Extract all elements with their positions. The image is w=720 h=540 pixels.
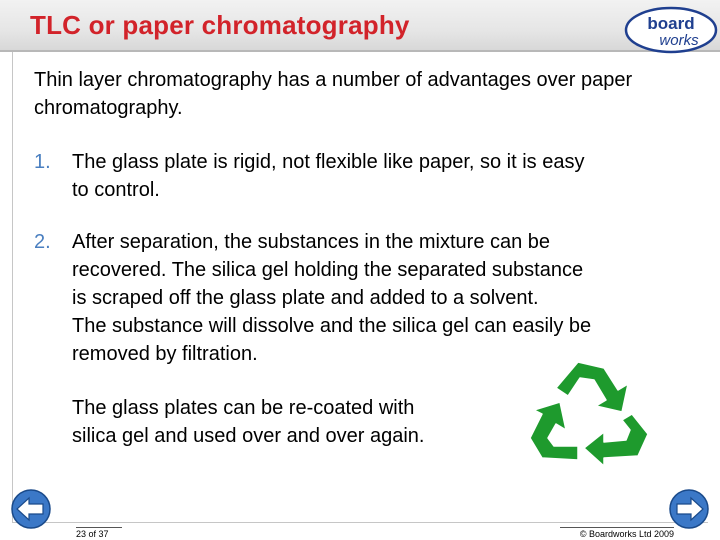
list-number: 2. [34, 231, 51, 253]
logo-works-text: works [659, 32, 699, 49]
header-divider [0, 50, 720, 52]
slide-content [34, 66, 704, 447]
extra-text-line: The glass plates can be re-coated with [72, 397, 415, 419]
list-text-line: The glass plate is rigid, not flexible like paper, so it is easy [72, 151, 585, 173]
list-text-line: After separation, the substances in the mixture can be [72, 231, 551, 253]
next-slide-button[interactable] [666, 489, 712, 529]
list-text-line: removed by filtration. [72, 343, 258, 365]
list-text-line: is scraped off the glass plate and added to a solvent. [72, 287, 539, 309]
extra-text-line: silica gel and used over and over again. [72, 425, 425, 447]
frame-left-rule [12, 52, 13, 522]
list-text-line: recovered. The silica gel holding the separated substance [72, 259, 584, 281]
list-text-line: to control. [72, 179, 160, 201]
list-number: 1. [34, 151, 51, 173]
recycle-icon [520, 356, 660, 466]
slide-title: TLC or paper chromatography [30, 10, 410, 40]
boardworks-logo [624, 4, 718, 56]
intro-text: Thin layer chromatography has a number of advantages over paper chromatography. [34, 69, 633, 119]
slide-number: 23 of 37 [76, 527, 122, 539]
logo-board-text: board [647, 14, 695, 33]
extra-note [72, 394, 502, 450]
list-text-line: The substance will dissolve and the silica gel can easily be [72, 315, 592, 337]
previous-slide-button[interactable] [8, 489, 54, 529]
copyright-text: © Boardworks Ltd 2009 [560, 527, 674, 539]
frame-bottom-rule [12, 522, 708, 523]
